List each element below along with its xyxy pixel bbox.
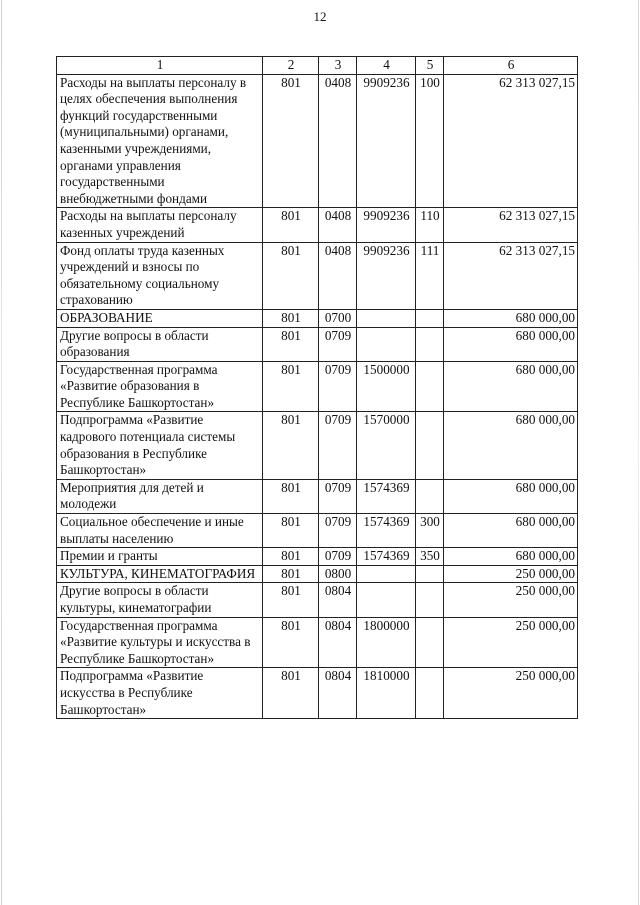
row-amount-cell: 62 313 027,15 xyxy=(444,208,578,242)
table-row xyxy=(57,583,578,617)
row-section-cell: 0804 xyxy=(319,617,357,668)
row-amount-cell: 250 000,00 xyxy=(444,617,578,668)
row-name-cell: Расходы на выплаты персоналу в целях обеспечения выполнения функций государственными (муниципальными) органами, казенными учреждениями, органами управления государственными внебюджетными фондами xyxy=(57,74,263,208)
table-body xyxy=(57,74,578,719)
table-header xyxy=(57,57,578,75)
page-number: 12 xyxy=(313,9,327,24)
row-expense-type-cell xyxy=(416,617,444,668)
row-expense-type-cell xyxy=(416,565,444,583)
table-row xyxy=(57,412,578,479)
row-section-cell: 0709 xyxy=(319,548,357,566)
header-col-2: 2 xyxy=(263,57,319,75)
row-grbs-cell: 801 xyxy=(263,514,319,548)
row-section-cell: 0709 xyxy=(319,327,357,361)
row-grbs-cell: 801 xyxy=(263,309,319,327)
table-row xyxy=(57,565,578,583)
row-amount-cell: 62 313 027,15 xyxy=(444,74,578,208)
row-name-cell: Мероприятия для детей и молодежи xyxy=(57,479,263,513)
row-expense-type-cell: 300 xyxy=(416,514,444,548)
table-row xyxy=(57,74,578,208)
row-section-cell: 0408 xyxy=(319,208,357,242)
row-name-cell: Фонд оплаты труда казенных учреждений и взносы по обязательному социальному страхованию xyxy=(57,242,263,309)
row-target-cell: 9909236 xyxy=(357,208,416,242)
row-name-cell: Премии и гранты xyxy=(57,548,263,566)
row-section-cell: 0408 xyxy=(319,242,357,309)
row-section-cell: 0804 xyxy=(319,668,357,719)
table-row xyxy=(57,617,578,668)
budget-table xyxy=(56,56,578,719)
row-name-cell: Другие вопросы в области культуры, кинематографии xyxy=(57,583,263,617)
row-grbs-cell: 801 xyxy=(263,74,319,208)
row-target-cell: 1574369 xyxy=(357,479,416,513)
table-row xyxy=(57,548,578,566)
header-col-4: 4 xyxy=(357,57,416,75)
row-expense-type-cell xyxy=(416,361,444,412)
table-row xyxy=(57,361,578,412)
row-section-cell: 0800 xyxy=(319,565,357,583)
header-col-6: 6 xyxy=(444,57,578,75)
header-col-3: 3 xyxy=(319,57,357,75)
row-expense-type-cell: 110 xyxy=(416,208,444,242)
row-grbs-cell: 801 xyxy=(263,361,319,412)
row-expense-type-cell: 100 xyxy=(416,74,444,208)
row-name-cell: Подпрограмма «Развитие кадрового потенциала системы образования в Республике Башкортостан» xyxy=(57,412,263,479)
row-expense-type-cell xyxy=(416,479,444,513)
table-row xyxy=(57,208,578,242)
row-expense-type-cell: 350 xyxy=(416,548,444,566)
row-grbs-cell: 801 xyxy=(263,565,319,583)
row-expense-type-cell xyxy=(416,412,444,479)
row-target-cell: 1574369 xyxy=(357,514,416,548)
row-name-cell: Другие вопросы в области образования xyxy=(57,327,263,361)
row-grbs-cell: 801 xyxy=(263,617,319,668)
row-amount-cell: 250 000,00 xyxy=(444,583,578,617)
row-expense-type-cell: 111 xyxy=(416,242,444,309)
row-expense-type-cell xyxy=(416,309,444,327)
row-amount-cell: 250 000,00 xyxy=(444,565,578,583)
table-row xyxy=(57,479,578,513)
row-amount-cell: 680 000,00 xyxy=(444,412,578,479)
row-amount-cell: 250 000,00 xyxy=(444,668,578,719)
row-section-cell: 0408 xyxy=(319,74,357,208)
row-grbs-cell: 801 xyxy=(263,668,319,719)
row-section-cell: 0804 xyxy=(319,583,357,617)
row-name-cell: КУЛЬТУРА, КИНЕМАТОГРАФИЯ xyxy=(57,565,263,583)
row-grbs-cell: 801 xyxy=(263,583,319,617)
table-row xyxy=(57,309,578,327)
scan-edge-left xyxy=(1,0,2,905)
row-section-cell: 0709 xyxy=(319,412,357,479)
row-name-cell: Подпрограмма «Развитие искусства в Республике Башкортостан» xyxy=(57,668,263,719)
row-grbs-cell: 801 xyxy=(263,479,319,513)
row-grbs-cell: 801 xyxy=(263,327,319,361)
row-target-cell xyxy=(357,583,416,617)
row-grbs-cell: 801 xyxy=(263,242,319,309)
header-col-5: 5 xyxy=(416,57,444,75)
row-target-cell: 9909236 xyxy=(357,74,416,208)
row-amount-cell: 680 000,00 xyxy=(444,361,578,412)
scan-edge-right xyxy=(638,0,639,905)
row-target-cell: 1810000 xyxy=(357,668,416,719)
table-row xyxy=(57,327,578,361)
row-grbs-cell: 801 xyxy=(263,548,319,566)
row-amount-cell: 680 000,00 xyxy=(444,327,578,361)
row-target-cell xyxy=(357,565,416,583)
row-target-cell: 1570000 xyxy=(357,412,416,479)
row-expense-type-cell xyxy=(416,327,444,361)
row-section-cell: 0709 xyxy=(319,361,357,412)
row-expense-type-cell xyxy=(416,668,444,719)
row-target-cell: 1500000 xyxy=(357,361,416,412)
row-amount-cell: 680 000,00 xyxy=(444,309,578,327)
row-section-cell: 0709 xyxy=(319,514,357,548)
row-target-cell: 1574369 xyxy=(357,548,416,566)
row-target-cell: 1800000 xyxy=(357,617,416,668)
row-section-cell: 0709 xyxy=(319,479,357,513)
row-name-cell: Государственная программа «Развитие образования в Республике Башкортостан» xyxy=(57,361,263,412)
row-amount-cell: 680 000,00 xyxy=(444,479,578,513)
row-target-cell xyxy=(357,327,416,361)
header-row xyxy=(57,57,578,75)
row-section-cell: 0700 xyxy=(319,309,357,327)
row-target-cell: 9909236 xyxy=(357,242,416,309)
row-amount-cell: 62 313 027,15 xyxy=(444,242,578,309)
header-col-1: 1 xyxy=(57,57,263,75)
row-name-cell: ОБРАЗОВАНИЕ xyxy=(57,309,263,327)
row-grbs-cell: 801 xyxy=(263,412,319,479)
row-name-cell: Расходы на выплаты персоналу казенных учреждений xyxy=(57,208,263,242)
table-row xyxy=(57,668,578,719)
row-grbs-cell: 801 xyxy=(263,208,319,242)
table-row xyxy=(57,514,578,548)
row-name-cell: Государственная программа «Развитие культуры и искусства в Республике Башкортостан» xyxy=(57,617,263,668)
table-row xyxy=(57,242,578,309)
row-name-cell: Социальное обеспечение и иные выплаты населению xyxy=(57,514,263,548)
row-amount-cell: 680 000,00 xyxy=(444,548,578,566)
row-expense-type-cell xyxy=(416,583,444,617)
row-amount-cell: 680 000,00 xyxy=(444,514,578,548)
row-target-cell xyxy=(357,309,416,327)
